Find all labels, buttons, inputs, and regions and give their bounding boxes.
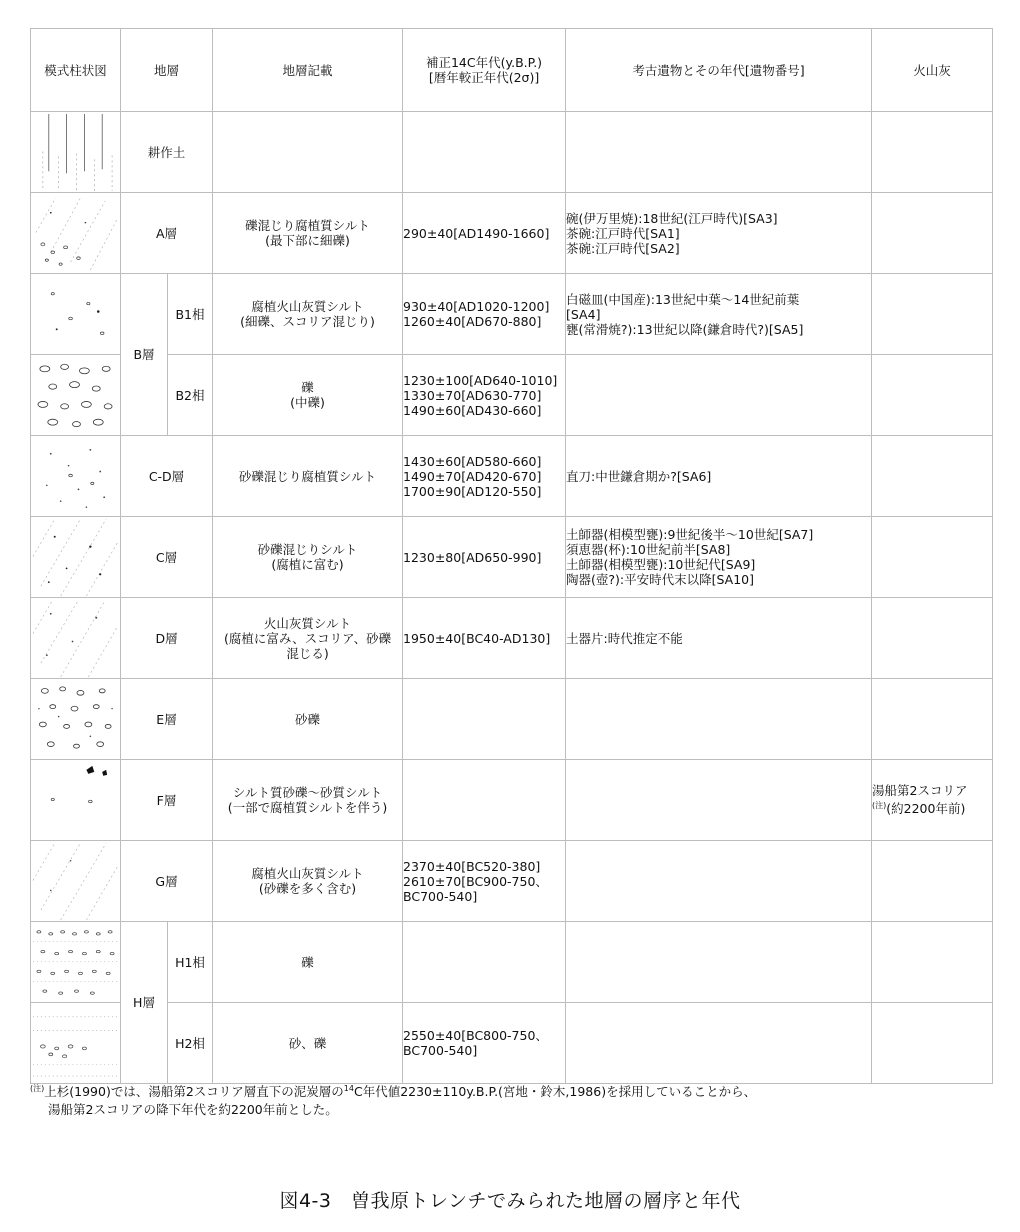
layer-a: A層: [121, 193, 213, 274]
arch-d: [566, 598, 872, 679]
c14-d: [403, 598, 566, 679]
column-pattern-kosaku: [31, 112, 121, 193]
footnote-text-part1: 上杉(1990)では、湯船第2スコリア層直下の泥炭層の: [44, 1084, 344, 1100]
desc-h2: [213, 1003, 403, 1084]
c14-h2-line: 2550±40[BC800-750、: [403, 1028, 548, 1043]
sand-gravel-pattern-icon: [31, 1003, 120, 1083]
c14-b1-line: 930±40[AD1020-1200]: [403, 299, 550, 314]
c14-c-line: 1230±80[AD650-990]: [403, 549, 542, 565]
desc-h1-line: 礫: [301, 954, 314, 970]
row-kosaku: [31, 112, 993, 193]
column-pattern-a: [31, 193, 121, 274]
header-c14-line1: 補正14C年代(y.B.P.): [425, 55, 543, 70]
volcanic-silt-pattern-icon: [31, 841, 120, 921]
ash-note-mark: (注): [872, 801, 887, 811]
fine-gravel-pattern-icon: [31, 922, 120, 1002]
stratigraphy-table: [30, 28, 993, 1084]
desc-b1-line: 腐植火山灰質シルト: [251, 299, 364, 314]
arch-a: [566, 193, 872, 274]
c14-b1-line: 1260±40[AD670-880]: [403, 314, 542, 329]
arch-kosaku: [566, 112, 872, 193]
desc-f-line: シルト質砂礫～砂質シルト: [232, 785, 383, 800]
footnote: [30, 1080, 990, 1119]
header-artifacts: 考古遺物とその年代[遺物番号]: [566, 29, 872, 112]
gravelly-silt-pattern-icon: [31, 517, 120, 597]
layer-c: C層: [121, 517, 213, 598]
desc-c: [213, 517, 403, 598]
row-d: [31, 598, 993, 679]
c14-g-line: BC700-540]: [403, 888, 478, 904]
c14-a-line: 290±40[AD1490-1660]: [403, 225, 550, 241]
arch-d-line: 土器片:時代推定不能: [566, 630, 683, 646]
c14-b2-line: 1230±100[AD640-1010]: [403, 372, 558, 388]
volcanic-silt-pattern-icon: [31, 274, 120, 354]
header-c14-age: [403, 29, 566, 112]
row-b1: [31, 274, 993, 355]
ash-c: [872, 517, 993, 598]
c14-cd: [403, 436, 566, 517]
desc-e: [213, 679, 403, 760]
arch-h1: [566, 922, 872, 1003]
row-cd: [31, 436, 993, 517]
footnote-superscript: 14: [343, 1084, 354, 1093]
desc-f: [213, 760, 403, 841]
footnote-line2: 湯船第2スコリアの降下年代を約2200年前とした。: [48, 1102, 338, 1118]
arch-a-line: 茶碗:江戸時代[SA2]: [566, 240, 680, 256]
layer-f: F層: [121, 760, 213, 841]
arch-c-line: 土師器(相模型甕):10世紀代[SA9]: [566, 557, 756, 572]
c14-h1: [403, 922, 566, 1003]
ash-g: [872, 841, 993, 922]
layer-g: G層: [121, 841, 213, 922]
header-layer: 地層: [121, 29, 213, 112]
column-pattern-c: [31, 517, 121, 598]
ash-b2: [872, 355, 993, 436]
column-pattern-h2: [31, 1003, 121, 1084]
sublayer-h2: H2相: [168, 1003, 213, 1084]
ash-h2: [872, 1003, 993, 1084]
arch-cd-line: 直刀:中世鎌倉期か?[SA6]: [566, 468, 712, 484]
arch-b1-line: 甕(常滑焼?):13世紀以降(鎌倉時代?)[SA5]: [566, 321, 804, 337]
column-pattern-cd: [31, 436, 121, 517]
c14-a: [403, 193, 566, 274]
row-h2: [31, 1003, 993, 1084]
desc-b1: [213, 274, 403, 355]
row-g: [31, 841, 993, 922]
ash-h1: [872, 922, 993, 1003]
desc-d-line: 火山灰質シルト: [263, 615, 352, 631]
arch-e: [566, 679, 872, 760]
header-c14-line2: [暦年較正年代(2σ)]: [428, 70, 540, 85]
desc-kosaku: [213, 112, 403, 193]
sublayer-h1: H1相: [168, 922, 213, 1003]
column-pattern-b2: [31, 355, 121, 436]
desc-d: [213, 598, 403, 679]
c14-g: [403, 841, 566, 922]
gravel-pattern-icon: [31, 355, 120, 435]
layer-h: H層: [121, 922, 168, 1084]
desc-d-line: 混じる): [286, 645, 329, 661]
soil-pattern-icon: [31, 112, 120, 192]
c14-b2-line: 1330±70[AD630-770]: [403, 387, 542, 403]
c14-b2-line: 1490±60[AD430-660]: [403, 402, 542, 418]
desc-a-line: (最下部に細礫): [265, 233, 350, 248]
arch-b1: [566, 274, 872, 355]
row-c: [31, 517, 993, 598]
ash-f-line1: 湯船第2スコリア: [872, 783, 968, 799]
footnote-text-part2: C年代値2230±110y.B.P.(宮地・鈴木,1986)を採用していることから、: [353, 1084, 757, 1100]
desc-g-line: (砂礫を多く含む): [258, 881, 357, 896]
column-pattern-g: [31, 841, 121, 922]
arch-cd: [566, 436, 872, 517]
figure-caption: 図4-3 曽我原トレンチでみられた地層の層序と年代: [279, 1190, 741, 1212]
arch-a-line: 碗(伊万里焼):18世紀(江戸時代)[SA3]: [566, 210, 778, 226]
footnote-mark: (注): [30, 1084, 45, 1093]
desc-h1: [213, 922, 403, 1003]
c14-b2: [403, 355, 566, 436]
column-pattern-f: [31, 760, 121, 841]
desc-b2-line: (中礫): [290, 395, 325, 410]
desc-c-line: (腐植に富む): [271, 557, 344, 572]
ash-cd: [872, 436, 993, 517]
desc-d-line: (腐植に富み、スコリア、砂礫: [223, 630, 392, 646]
column-pattern-h1: [31, 922, 121, 1003]
c14-g-line: 2610±70[BC900-750、: [403, 873, 548, 889]
ash-e: [872, 679, 993, 760]
ash-f-age: (約2200年前): [886, 801, 966, 817]
row-b2: [31, 355, 993, 436]
c14-cd-line: 1430±60[AD580-660]: [403, 453, 542, 469]
arch-c: [566, 517, 872, 598]
arch-a-line: 茶碗:江戸時代[SA1]: [566, 225, 680, 241]
ash-kosaku: [872, 112, 993, 193]
header-volcanic-ash: 火山灰: [872, 29, 993, 112]
sublayer-b2: B2相: [168, 355, 213, 436]
volcanic-silt-pattern-icon: [31, 598, 120, 678]
desc-b2: [213, 355, 403, 436]
desc-h2-line: 砂、礫: [288, 1035, 327, 1051]
c14-cd-line: 1700±90[AD120-550]: [403, 483, 542, 499]
ash-b1: [872, 274, 993, 355]
ash-d: [872, 598, 993, 679]
ash-a: [872, 193, 993, 274]
c14-f: [403, 760, 566, 841]
arch-c-line: 陶器(壺?):平安時代末以降[SA10]: [566, 572, 754, 587]
layer-b: B層: [121, 274, 168, 436]
column-pattern-b1: [31, 274, 121, 355]
header-row: [31, 29, 993, 112]
c14-c: [403, 517, 566, 598]
footnote-line1: [30, 1080, 990, 1101]
layer-e: E層: [121, 679, 213, 760]
desc-a: [213, 193, 403, 274]
desc-g: [213, 841, 403, 922]
c14-d-line: 1950±40[BC40-AD130]: [403, 630, 551, 646]
desc-g-line: 腐植火山灰質シルト: [251, 866, 364, 881]
desc-f-line: (一部で腐植質シルトを伴う): [227, 800, 388, 815]
layer-cd: C-D層: [121, 436, 213, 517]
c14-h2: [403, 1003, 566, 1084]
arch-c-line: 土師器(相模型甕):9世紀後半～10世紀[SA7]: [566, 527, 814, 542]
sandy-gravel-pattern-icon: [31, 679, 120, 759]
c14-b1: [403, 274, 566, 355]
scoria-pattern-icon: [31, 760, 120, 840]
desc-b2-line: 礫: [301, 380, 314, 395]
arch-h2: [566, 1003, 872, 1084]
gravelly-silt-pattern-icon: [31, 193, 120, 273]
desc-b1-line: (細礫、スコリア混じり): [240, 314, 375, 329]
arch-c-line: 須恵器(杯):10世紀前半[SA8]: [566, 542, 731, 557]
sandy-silt-pattern-icon: [31, 436, 120, 516]
row-a: [31, 193, 993, 274]
desc-c-line: 砂礫混じりシルト: [257, 542, 358, 557]
header-description: 地層記載: [213, 29, 403, 112]
arch-f: [566, 760, 872, 841]
c14-e: [403, 679, 566, 760]
ash-f-line2: [872, 798, 992, 816]
desc-e-line: 砂礫: [295, 711, 321, 727]
row-e: [31, 679, 993, 760]
row-h1: [31, 922, 993, 1003]
header-column-diagram: 模式柱状図: [31, 29, 121, 112]
layer-d: D層: [121, 598, 213, 679]
ash-f: [872, 760, 993, 841]
layer-kosaku: 耕作土: [121, 112, 213, 193]
desc-a-line: 礫混じり腐植質シルト: [245, 218, 370, 233]
desc-cd-line: 砂礫混じり腐植質シルト: [238, 468, 377, 484]
desc-cd: [213, 436, 403, 517]
c14-g-line: 2370±40[BC520-380]: [403, 858, 541, 874]
row-f: [31, 760, 993, 841]
column-pattern-d: [31, 598, 121, 679]
arch-b2: [566, 355, 872, 436]
sublayer-b1: B1相: [168, 274, 213, 355]
arch-b1-line: 白磁皿(中国産):13世紀中葉～14世紀前葉: [566, 291, 800, 307]
c14-kosaku: [403, 112, 566, 193]
arch-g: [566, 841, 872, 922]
column-pattern-e: [31, 679, 121, 760]
c14-cd-line: 1490±70[AD420-670]: [403, 468, 542, 484]
c14-h2-line: BC700-540]: [403, 1043, 478, 1058]
arch-b1-line: [SA4]: [566, 306, 601, 322]
